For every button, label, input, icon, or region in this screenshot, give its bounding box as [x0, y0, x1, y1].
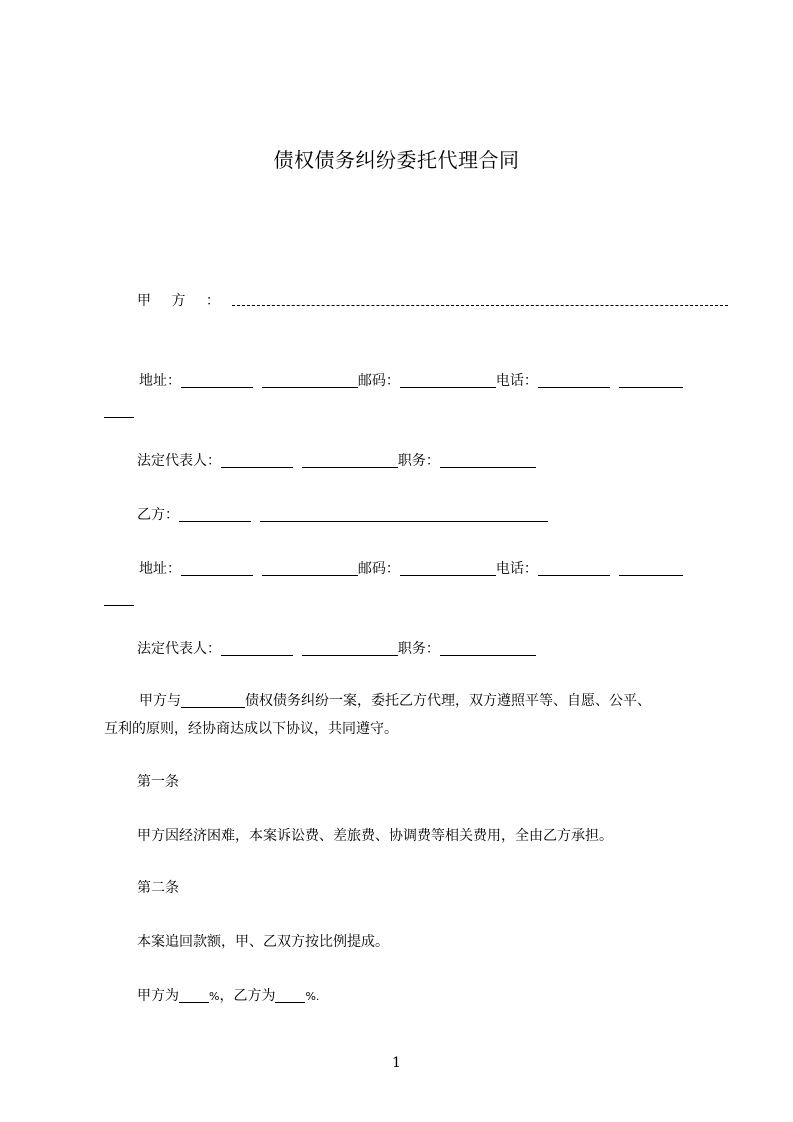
- phone-blank[interactable]: [538, 371, 610, 388]
- phone-blank-wrap[interactable]: [104, 401, 134, 418]
- ratio-b-label: ，乙方为: [219, 988, 276, 1004]
- party-a-blank[interactable]: [232, 289, 728, 306]
- phone-blank[interactable]: [538, 559, 610, 576]
- intro-blank[interactable]: [181, 691, 245, 708]
- intro-line-2: 互利的原则，经协商达成以下协议，共同遵守。: [104, 721, 398, 737]
- ratio-a-percent: %: [209, 990, 220, 1003]
- party-a-label: 甲 方 ：: [137, 293, 228, 309]
- document-title: 债权债务纠纷委托代理合同: [273, 148, 520, 172]
- address-blank[interactable]: [181, 559, 253, 576]
- intro-text-1: 债权债务纠纷一案，委托乙方代理，双方遵照平等、自愿、公平、: [245, 693, 651, 709]
- position-label: 职务：: [397, 453, 440, 469]
- article-1-heading: 第一条: [137, 774, 179, 790]
- article-2-text: 本案追回款额，甲、乙双方按比例提成。: [137, 934, 389, 950]
- postcode-label: 邮码：: [357, 373, 400, 389]
- intro-line-1: [104, 686, 704, 716]
- article-1-text: 甲方因经济困难，本案诉讼费、差旅费、协调费等相关费用，全由乙方承担。: [137, 828, 613, 844]
- party-b-line: [104, 500, 737, 530]
- rep-label: 法定代表人：: [137, 453, 221, 469]
- party-b-address-line: [104, 554, 704, 584]
- party-a-address-line: [104, 366, 704, 396]
- phone-blank-2[interactable]: [619, 559, 683, 576]
- position-label: 职务：: [397, 641, 440, 657]
- ratio-b-percent: %.: [305, 990, 320, 1003]
- address-blank-2[interactable]: [262, 559, 358, 576]
- address-label: 地址：: [139, 373, 181, 389]
- position-blank[interactable]: [440, 639, 536, 656]
- ratio-a-label: 甲方为: [137, 988, 179, 1004]
- phone-blank-2[interactable]: [619, 371, 683, 388]
- ratio-line: [104, 981, 737, 1012]
- party-b-rep-line: [104, 634, 737, 664]
- rep-label: 法定代表人：: [137, 641, 221, 657]
- postcode-blank[interactable]: [400, 371, 496, 388]
- party-b-blank-2[interactable]: [260, 505, 548, 522]
- phone-label: 电话：: [495, 561, 538, 577]
- phone-label: 电话：: [495, 373, 538, 389]
- postcode-blank[interactable]: [400, 559, 496, 576]
- address-blank-2[interactable]: [262, 371, 358, 388]
- address-wrap-line: [104, 396, 704, 426]
- page-number: 1: [392, 1055, 401, 1071]
- postcode-label: 邮码：: [357, 561, 400, 577]
- phone-blank-wrap[interactable]: [104, 589, 134, 606]
- rep-blank[interactable]: [221, 639, 293, 656]
- party-a-line: [104, 286, 737, 316]
- address-blank[interactable]: [181, 371, 253, 388]
- party-b-label: 乙方：: [137, 507, 179, 523]
- address-label: 地址：: [139, 561, 181, 577]
- ratio-b-blank[interactable]: [275, 986, 305, 1003]
- address-wrap-line: [104, 584, 704, 614]
- intro-prefix: 甲方与: [139, 693, 181, 709]
- article-2-heading: 第二条: [137, 880, 179, 896]
- rep-blank-2[interactable]: [302, 451, 398, 468]
- party-a-rep-line: [104, 446, 737, 476]
- ratio-a-blank[interactable]: [179, 986, 209, 1003]
- rep-blank-2[interactable]: [302, 639, 398, 656]
- position-blank[interactable]: [440, 451, 536, 468]
- rep-blank[interactable]: [221, 451, 293, 468]
- party-b-blank[interactable]: [179, 505, 251, 522]
